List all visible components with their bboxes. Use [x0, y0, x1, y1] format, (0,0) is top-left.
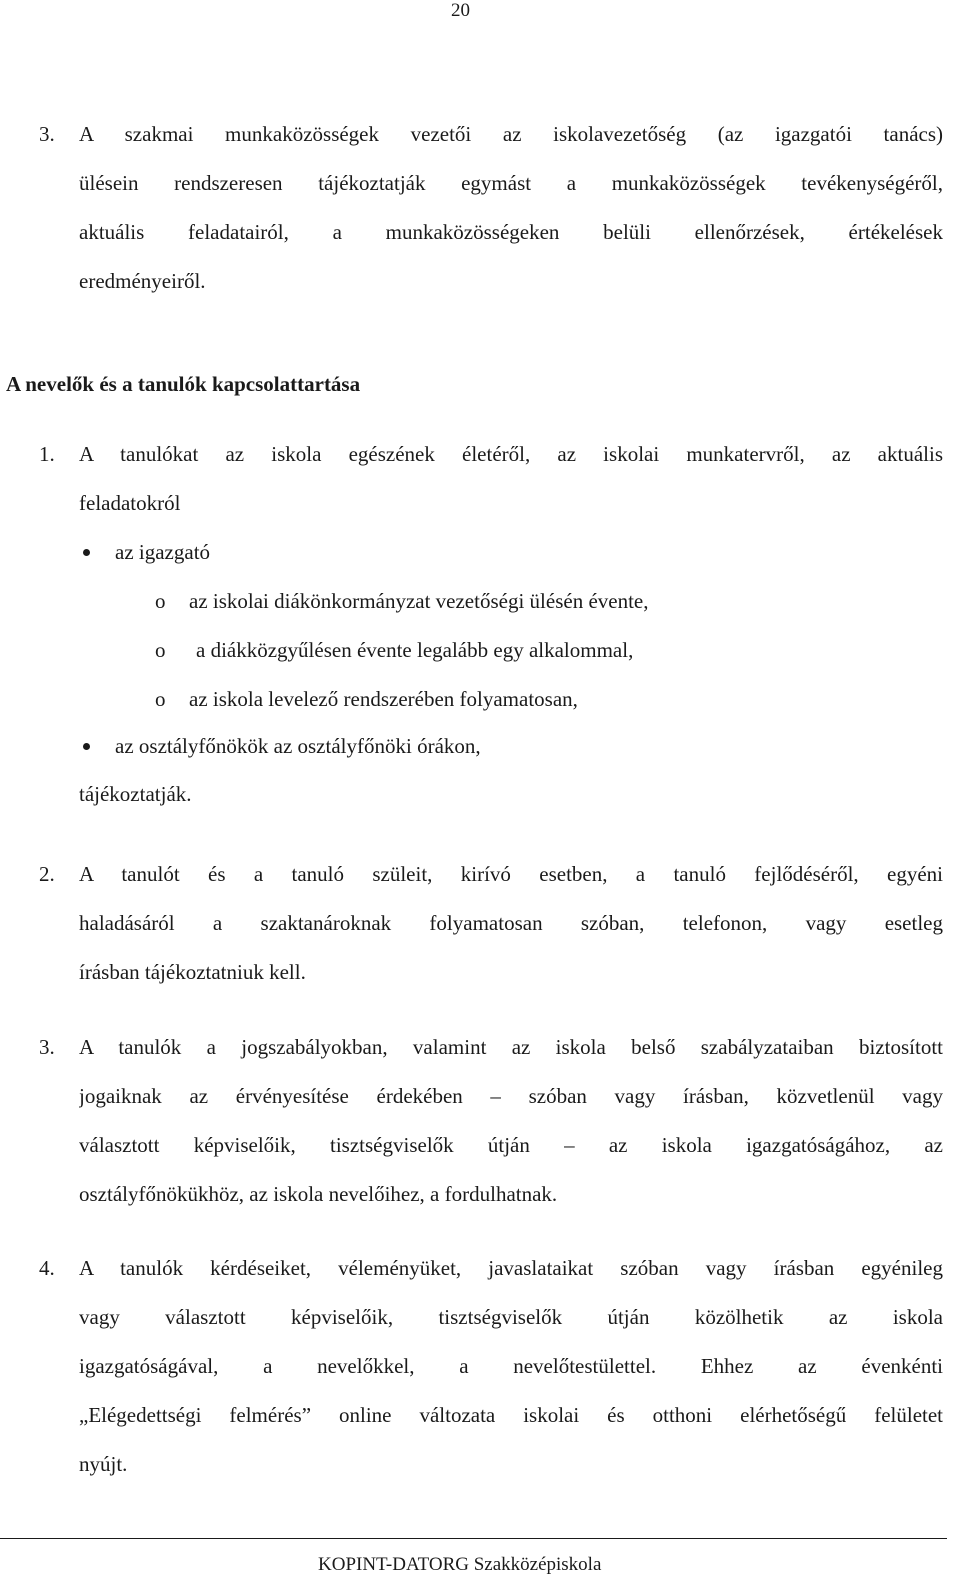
paragraph-line: írásban tájékoztatniuk kell.: [79, 960, 306, 984]
sub-item-text: az iskola levelező rendszerében folyamatosan,: [189, 687, 578, 711]
paragraph-line: választott képviselőik, tisztségviselők útján – az iskola igazgatóságához, az: [79, 1133, 943, 1157]
paragraph-3-intro: [39, 110, 943, 306]
paragraph-line: feladatokról: [79, 491, 181, 515]
paragraph-line: ülésein rendszeresen tájékoztatják egymást a munkaközösségek tevékenységéről,: [79, 171, 943, 195]
paragraph-line: A tanulók a jogszabályokban, valamint az iskola belső szabályzataiban biztosított: [79, 1035, 943, 1059]
paragraph-line: A tanulók kérdéseiket, véleményüket, javaslataikat szóban vagy írásban egyénileg: [79, 1256, 943, 1280]
paragraph-line: osztályfőnökükhöz, az iskola nevelőihez, a fordulhatnak.: [79, 1182, 558, 1206]
paragraph-line: A szakmai munkaközösségek vezetői az iskolavezetőség (az igazgatói tanács): [79, 122, 943, 146]
bullet-icon: [83, 743, 90, 750]
paragraph-number: 3.: [39, 122, 55, 146]
circle-bullet-icon: o: [155, 687, 166, 711]
paragraph-1: [39, 430, 943, 528]
paragraph-line: igazgatóságával, a nevelőkkel, a nevelőtestülettel. Ehhez az évenkénti: [79, 1354, 943, 1378]
paragraph-number: 4.: [39, 1256, 55, 1280]
paragraph-line: „Elégedettségi felmérés” online változata iskolai és otthoni elérhetőségű felületet: [79, 1403, 943, 1427]
page-number: 20: [451, 0, 470, 21]
paragraph-line: haladásáról a szaktanároknak folyamatosan szóban, telefonon, vagy esetleg: [79, 911, 943, 935]
paragraph-line: eredményeiről.: [79, 269, 206, 293]
bullet-icon: [83, 549, 90, 556]
paragraph-1-closing: [79, 770, 943, 819]
paragraph-2: [39, 850, 943, 997]
sub-item-text: a diákközgyűlésen évente legalább egy alkalommal,: [196, 638, 634, 662]
paragraph-3: [39, 1023, 943, 1219]
bullet-text: az igazgató: [115, 540, 211, 564]
paragraph-line: tájékoztatják.: [79, 782, 192, 806]
paragraph-line: nyújt.: [79, 1452, 128, 1476]
footer-divider: [0, 1538, 947, 1539]
circle-bullet-icon: o: [155, 638, 166, 662]
paragraph-number: 2.: [39, 862, 55, 886]
paragraph-line: A tanulókat az iskola egészének életéről, az iskolai munkatervről, az aktuális: [79, 442, 943, 466]
bullet-text: az osztályfőnökök az osztályfőnöki órákon,: [115, 734, 481, 758]
page-footer: KOPINT-DATORG Szakközépiskola: [318, 1554, 602, 1575]
paragraph-4: [39, 1244, 943, 1489]
paragraph-line: jogaiknak az érvényesítése érdekében – szóban vagy írásban, közvetlenül vagy: [79, 1084, 943, 1108]
paragraph-line: A tanulót és a tanuló szüleit, kirívó esetben, a tanuló fejlődéséről, egyéni: [79, 862, 943, 886]
section-heading: A nevelők és a tanulók kapcsolattartása: [6, 372, 361, 396]
paragraph-number: 1.: [39, 442, 55, 466]
paragraph-line: vagy választott képviselőik, tisztségviselők útján közölhetik az iskola: [79, 1305, 943, 1329]
paragraph-line: aktuális feladatairól, a munkaközösségeken belüli ellenőrzések, értékelések: [79, 220, 943, 244]
paragraph-number: 3.: [39, 1035, 55, 1059]
sub-item-text: az iskolai diákönkormányzat vezetőségi ülésén évente,: [189, 589, 649, 613]
circle-bullet-icon: o: [155, 589, 166, 613]
